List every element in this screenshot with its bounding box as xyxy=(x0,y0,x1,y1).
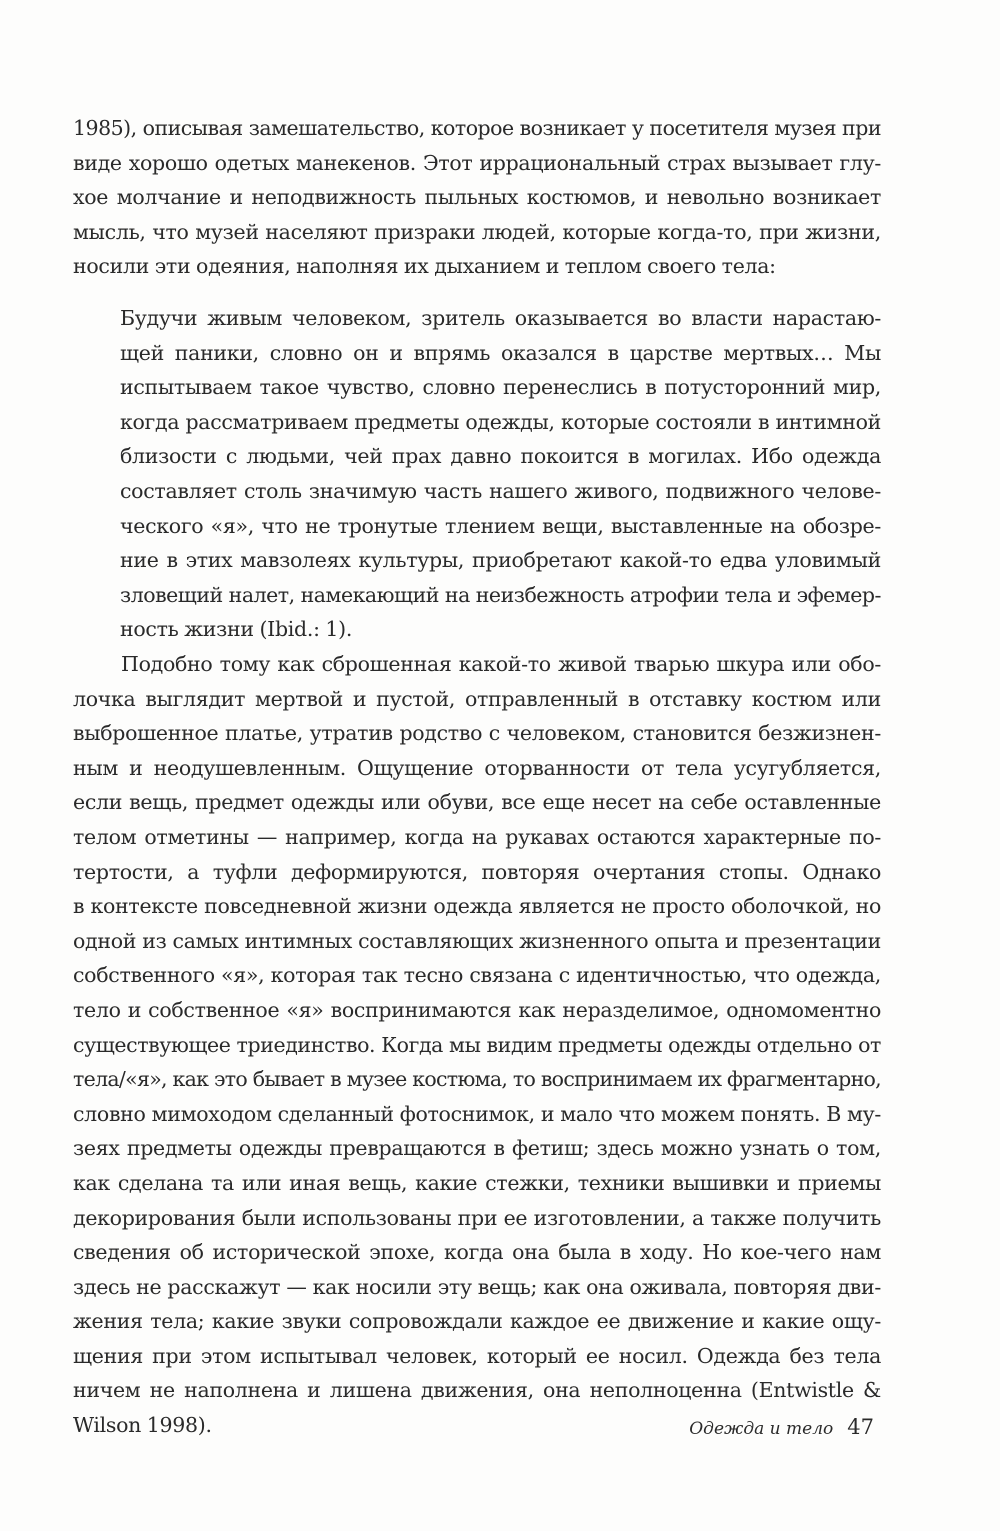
text-line: существующее триединство. Когда мы видим предметы одежды отдельно от xyxy=(73,1032,881,1057)
text-line: тертости, а туфли деформируются, повторяя очертания стопы. Однако xyxy=(73,859,881,884)
quote-line: когда рассматриваем предметы одежды, которые состояли в интимной xyxy=(120,409,881,434)
text-line: хое молчание и неподвижность пыльных костюмов, и невольно возникает xyxy=(73,185,881,210)
text-line: щения при этом испытывал человек, который ее носил. Одежда без тела xyxy=(73,1343,881,1368)
page-number: 47 xyxy=(847,1415,874,1439)
text-line: ным и неодушевленным. Ощущение оторванности от тела усугубляется, xyxy=(73,755,881,780)
quote-line: щей паники, словно он и впрямь оказался в царстве мертвых… Мы xyxy=(120,340,881,365)
text-line: как сделана та или иная вещь, какие стежки, техники вышивки и приемы xyxy=(73,1170,881,1195)
text-line: тело и собственное «я» воспринимаются как неразделимое, одномоментно xyxy=(73,997,881,1022)
text-line: в контексте повседневной жизни одежда является не просто оболочкой, но xyxy=(73,894,881,919)
quote-line: зловещий налет, намекающий на неизбежность атрофии тела и эфемер- xyxy=(120,582,881,607)
text-line: словно мимоходом сделанный фотоснимок, и мало что можем понять. В му- xyxy=(73,1101,881,1126)
quote-line: испытываем такое чувство, словно перенеслись в потусторонний мир, xyxy=(120,375,881,400)
text-line: жения тела; какие звуки сопровождали каждое ее движение и какие ощу- xyxy=(73,1309,881,1334)
text-line: зеях предметы одежды превращаются в фетиш; здесь можно узнать о том, xyxy=(73,1136,881,1161)
text-line: носили эти одеяния, наполняя их дыханием и теплом своего тела: xyxy=(73,254,776,279)
text-line: тела/«я», как это бывает в музее костюма, то воспринимаем их фрагментарно, xyxy=(73,1067,881,1092)
paragraph-2 xyxy=(73,647,881,1443)
quote-line: ние в этих мавзолеях культуры, приобретают какой-то едва уловимый xyxy=(120,548,881,573)
text-line: собственного «я», которая так тесно связана с идентичностью, что одежда, xyxy=(73,963,881,988)
text-line: здесь не расскажут — как носили эту вещь; как она оживала, повторяя дви- xyxy=(73,1274,881,1299)
text-line: декорирования были использованы при ее изготовлении, а также получить xyxy=(73,1205,881,1230)
text-line: выброшенное платье, утратив родство с человеком, становится безжизнен- xyxy=(73,721,881,746)
quote-line: составляет столь значимую часть нашего живого, подвижного челове- xyxy=(120,478,881,503)
text-line: одной из самых интимных составляющих жизненного опыта и презентации xyxy=(73,928,881,953)
quote-line: Будучи живым человеком, зритель оказывается во власти нарастаю- xyxy=(120,306,881,330)
quote-line: ность жизни (Ibid.: 1). xyxy=(120,617,353,642)
text-line: виде хорошо одетых манекенов. Этот иррациональный страх вызывает глу- xyxy=(73,150,881,175)
page-footer xyxy=(689,1415,874,1439)
text-line: ничем не наполнена и лишена движения, она неполноценна (Entwistle & xyxy=(73,1378,881,1403)
quote-line: ческого «я», что не тронутые тлением вещи, выставленные на обозре- xyxy=(120,513,881,538)
paragraph-1 xyxy=(73,111,881,284)
block-quote xyxy=(120,301,881,647)
text-line: Подобно тому как сброшенная какой-то живой тварью шкура или обо- xyxy=(121,652,881,676)
text-line: Wilson 1998). xyxy=(73,1413,212,1438)
text-line: телом отметины — например, когда на рукавах остаются характерные по- xyxy=(73,824,881,849)
text-line: сведения об исторической эпохе, когда она была в ходу. Но кое-чего нам xyxy=(73,1240,881,1265)
text-line: лочка выглядит мертвой и пустой, отправленный в отставку костюм или xyxy=(73,686,881,711)
text-line: если вещь, предмет одежды или обуви, все еще несет на себе оставленные xyxy=(73,790,881,815)
running-title: Одежда и тело xyxy=(689,1419,834,1439)
text-line: мысль, что музей населяют призраки людей, которые когда-то, при жизни, xyxy=(73,219,881,244)
quote-line: близости с людьми, чей прах давно покоится в могилах. Ибо одежда xyxy=(120,444,881,469)
text-line: 1985), описывая замешательство, которое возникает у посетителя музея при xyxy=(73,116,881,140)
